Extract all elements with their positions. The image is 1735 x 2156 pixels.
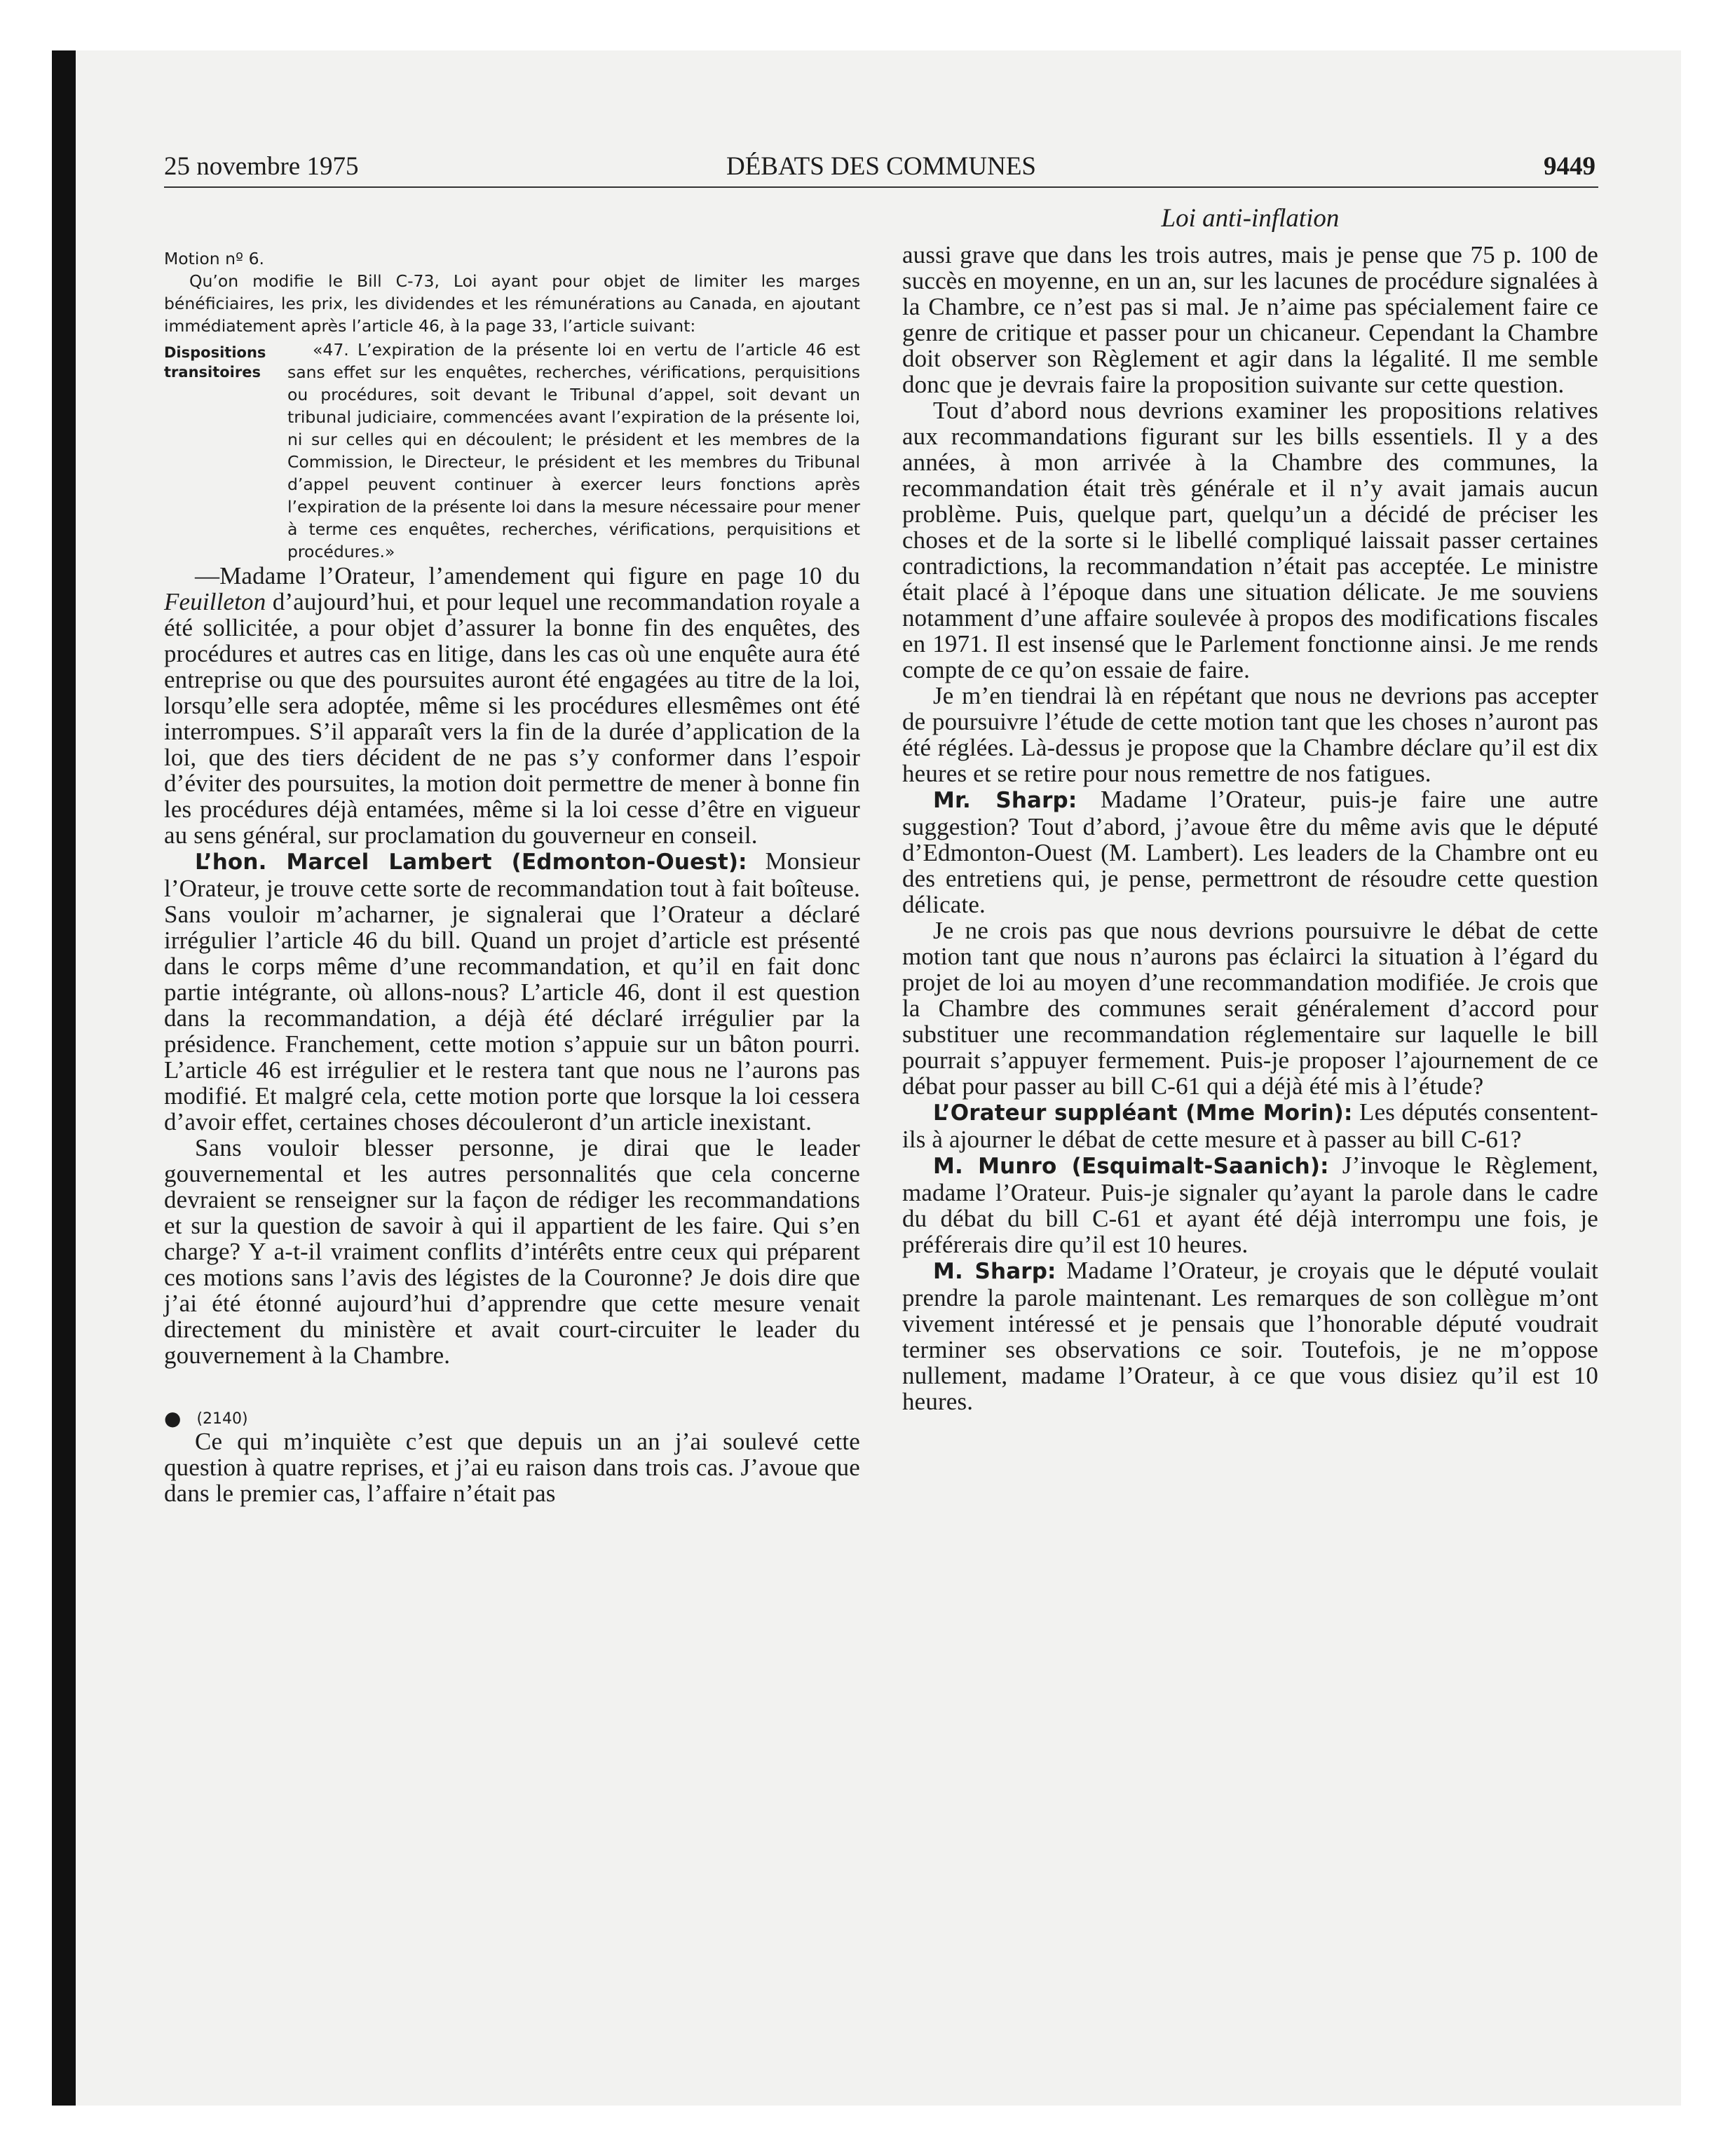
speech-sharp-2: M. Sharp: Madame l’Orateur, je croyais que le député voulait prendre la parole maintenant. Les remarques de son collègue m’ont vivement intéressé et je pensais que l’honorable député voudrait terminer ses observations ce soir. Toutefois, je ne m’oppose nullement, madame l’Orateur, à ce que vous disiez qu’il est 10 heures. bbox=[902, 1257, 1598, 1415]
bullet-icon: ● bbox=[164, 1407, 182, 1430]
paragraph: aussi grave que dans les trois autres, mais je pense que 75 p. 100 de succès en moyenne, en un an, sur les lacunes de procédure signalées à la Chambre, ce n’est pas si mal. Je n’aime pas spécialement faire ce genre de critique et passer pour un chicaneur. Cependant la Chambre doit observer son Règlement et agir dans la légalité. Il me semble donc que je devrais faire la proposition suivante sur cette question. bbox=[902, 241, 1598, 398]
paragraph: Je ne crois pas que nous devrions poursuivre le débat de cette motion tant que nous n’aurons pas éclairci la situation à l’égard du projet de loi au moyen d’une recommandation modifiée. Je crois que la Chambre des communes serait généralement d’accord pour substituer une recommandation réglementaire sur laquelle le bill pourrait s’appuyer fermement. Puis-je proposer l’ajournement de ce débat pour passer au bill C-61 qui a déjà été mis à l’étude? bbox=[902, 917, 1598, 1100]
scan-edge bbox=[52, 50, 76, 2106]
speaker-name: L’Orateur suppléant (Mme Morin): bbox=[933, 1100, 1353, 1126]
paragraph: Ce qui m’inquiète c’est que depuis un an j’ai soulevé cette question à quatre reprises, et j’ai eu raison dans trois cas. J’avoue que dans le premier cas, l’affaire n’était pas bbox=[164, 1428, 860, 1507]
speech-sharp: Mr. Sharp: Madame l’Orateur, puis-je faire une autre suggestion? Tout d’abord, j’avoue être du même avis que le député d’Edmonton-Ouest (M. Lambert). Les leaders de la Chambre ont eu des entretiens qui, je pense, permettront de résoudre cette question délicate. bbox=[902, 786, 1598, 918]
speaker-name: M. Munro (Esquimalt-Saanich): bbox=[933, 1154, 1329, 1179]
left-column bbox=[164, 242, 860, 1506]
speaker-name: M. Sharp: bbox=[933, 1259, 1056, 1284]
right-column bbox=[902, 242, 1598, 1414]
paragraph: Je m’en tiendrai là en répétant que nous ne devrions pas accepter de poursuivre l’étude de cette motion tant que les choses n’auront pas été réglées. Là-dessus je propose que la Chambre déclare qu’il est dix heures et se retire pour nous remettre de nos fatigues. bbox=[902, 682, 1598, 787]
motion-intro: Qu’on modifie le Bill C-73, Loi ayant pour objet de limiter les marges bénéficiaires, les prix, les dividendes et les rémunérations au Canada, en ajoutant immédiatement après l’article 46, à la page 33, l’article suivant: bbox=[164, 271, 860, 336]
speaker-name: L’hon. Marcel Lambert (Edmonton-Ouest): bbox=[195, 850, 747, 875]
motion-label: Motion nº 6. bbox=[164, 249, 264, 268]
header-date: 25 novembre 1975 bbox=[164, 152, 359, 181]
speech-morin: L’Orateur suppléant (Mme Morin): Les députés consentent-ils à ajourner le débat de cette mesure et à passer au bill C-61? bbox=[902, 1098, 1598, 1153]
time-marker: ● (2140) bbox=[164, 1407, 248, 1430]
running-title: Loi anti-inflation bbox=[1161, 204, 1340, 233]
margin-note: Dispositions transitoires bbox=[164, 344, 266, 381]
paragraph: —Madame l’Orateur, l’amendement qui figure en page 10 du Feuilleton d’aujourd’hui, et pour lequel une recommandation royale a été sollicitée, a pour objet d’assurer la bonne fin des enquêtes, des procédures et autres cas en litige, dans les cas où une enquête aura été entreprise ou que des poursuites auront été engagées au titre de la loi, lorsqu’elle sera adoptée, même si les procédures ellesmêmes ont été interrompues. S’il apparaît vers la fin de la durée d’application de la loi, que des tiers décident de ne pas s’y conformer dans l’espoir d’éviter des poursuites, la motion doit permettre de mener à bonne fin les procédures déjà entamées, même si la loi cesse d’être en vigueur au sens général, sur proclamation du gouverneur en conseil. bbox=[164, 562, 860, 849]
speech-munro: M. Munro (Esquimalt-Saanich): J’invoque le Règlement, madame l’Orateur. Puis-je signaler qu’ayant la parole dans le cadre du débat du bill C-61 et ayant été déjà interrompu une fois, je préférerais dire qu’il est 10 heures. bbox=[902, 1152, 1599, 1258]
paragraph: Tout d’abord nous devrions examiner les propositions relatives aux recommandations figurant sur les bills essentiels. Il y a des années, à mon arrivée à la Chambre des communes, la recommandation était très générale et il n’y avait jamais aucun problème. Puis, quelque part, quelqu’un a décidé de préciser les choses et de la sorte si le libellé compliqué laissait passer certaines contradictions, la recommandation n’était pas acceptée. Le ministre était placé à l’époque dans une situation délicate. Je me souviens notamment d’une affaire soulevée à propos des modifications fiscales en 1971. Il est insensé que le Parlement fonctionne ainsi. Je me rends compte de ce qu’on essaie de faire. bbox=[902, 397, 1598, 683]
article-block bbox=[164, 339, 860, 563]
page-number: 9449 bbox=[1544, 152, 1595, 181]
speaker-name: Mr. Sharp: bbox=[933, 788, 1077, 813]
article-text: «47. L’expiration de la présente loi en vertu de l’article 46 est sans effet sur les enquêtes, recherches, vérifications, perquisitions ou procédures, soit devant le Tribunal d’appel, soit devant un tribunal judiciaire, commencées avant l’expiration de la présente loi, ni sur celles qui en découlent; le président et les membres de la Commission, le Directeur, le président et les membres du Tribunal d’appel peuvent continuer à exercer leurs fonctions après l’expiration de la présente loi dans la mesure nécessaire pour mener à terme ces enquêtes, recherches, vérifications, perquisitions et procédures.» bbox=[287, 340, 860, 561]
speech-lambert: L’hon. Marcel Lambert (Edmonton-Ouest): Monsieur l’Orateur, je trouve cette sorte de recommandation tout à fait boîteuse. Sans vouloir m’acharner, je signalerai que l’Orateur a déclaré irrégulier l’article 46 du bill. Quand un projet d’article est présenté dans le corps même d’une recommandation, et qu’il en fait donc partie intégrante, où allons-nous? L’article 46, dont il est question dans la recommandation, a déjà été déclaré irrégulier par la présidence. Franchement, cette motion s’appuie sur un bâton pourri. L’article 46 est irrégulier et le restera tant que nous ne l’aurons pas modifié. Et malgré cela, cette motion porte que lorsque la loi cessera d’avoir effet, certaines choses découleront d’un article inexistant. bbox=[164, 847, 860, 1135]
paragraph: Sans vouloir blesser personne, je dirai que le leader gouvernemental et les autres personnalités que cela concerne devraient se renseigner sur la façon de rédiger les recommandations et sur la question de savoir à qui il appartient de les faire. Qui s’en charge? Y a-t-il vraiment conflits d’intérêts entre ceux qui préparent ces motions sans l’avis des légistes de la Couronne? Je dois dire que j’ai été étonné aujourd’hui d’apprendre que cette mesure venait directement du ministère et avait court-circuiter le leader du gouvernement à la Chambre. bbox=[164, 1134, 860, 1369]
header-title: DÉBATS DES COMMUNES bbox=[726, 152, 1036, 181]
page-header bbox=[164, 151, 1598, 188]
